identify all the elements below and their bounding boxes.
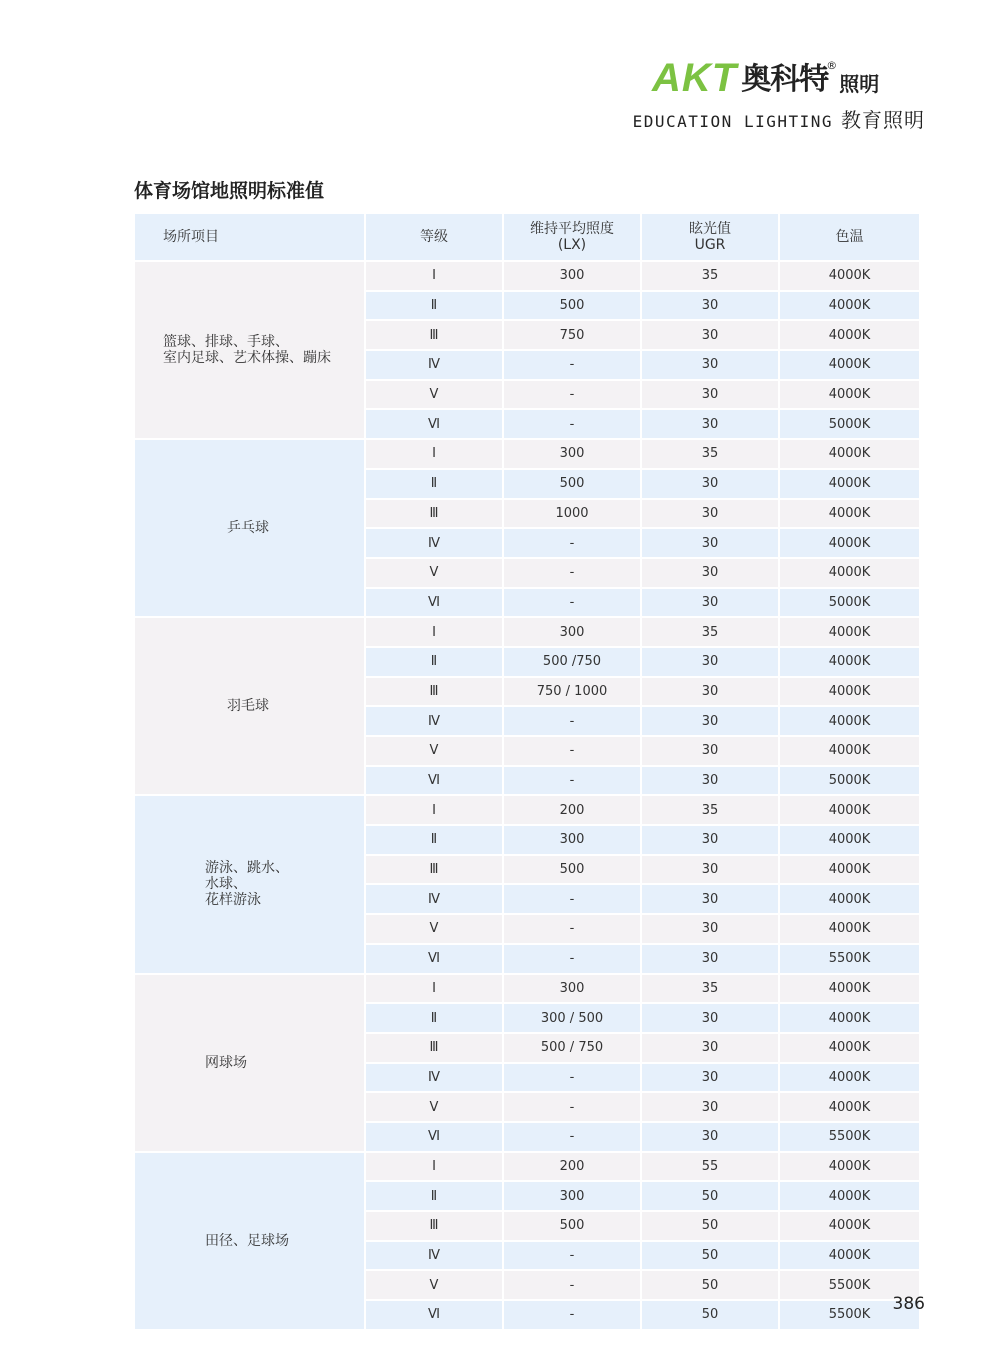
illuminance-cell: - bbox=[503, 409, 641, 439]
grade-cell: Ⅰ bbox=[365, 1152, 503, 1182]
glare-cell: 35 bbox=[641, 974, 779, 1004]
grade-cell: Ⅵ bbox=[365, 1300, 503, 1329]
color-temp-cell: 4000K bbox=[779, 320, 919, 350]
grade-cell: Ⅲ bbox=[365, 1033, 503, 1063]
glare-cell: 30 bbox=[641, 350, 779, 380]
glare-cell: 35 bbox=[641, 261, 779, 291]
color-temp-cell: 5500K bbox=[779, 1122, 919, 1152]
brand-logo-chinese: 奥科特 bbox=[741, 62, 829, 97]
header-grade: 等级 bbox=[365, 214, 503, 261]
table-row bbox=[135, 795, 919, 825]
color-temp-cell: 4000K bbox=[779, 914, 919, 944]
color-temp-cell: 4000K bbox=[779, 884, 919, 914]
header-glare-title: 眩光值 bbox=[689, 221, 731, 237]
color-temp-cell: 4000K bbox=[779, 1241, 919, 1271]
color-temp-cell: 5000K bbox=[779, 766, 919, 796]
glare-cell: 30 bbox=[641, 706, 779, 736]
header-illuminance-title: 维持平均照度 bbox=[530, 221, 614, 237]
illuminance-cell: 200 bbox=[503, 795, 641, 825]
venue-name-line: 游泳、跳水、 bbox=[205, 860, 289, 877]
venue-cell bbox=[135, 1152, 365, 1329]
grade-cell: Ⅳ bbox=[365, 350, 503, 380]
color-temp-cell: 4000K bbox=[779, 617, 919, 647]
venue-name-line: 羽毛球 bbox=[227, 698, 269, 715]
color-temp-cell: 4000K bbox=[779, 825, 919, 855]
table-row bbox=[135, 617, 919, 647]
illuminance-cell: 300 / 500 bbox=[503, 1003, 641, 1033]
illuminance-cell: - bbox=[503, 1270, 641, 1300]
grade-cell: Ⅳ bbox=[365, 1063, 503, 1093]
grade-cell: Ⅳ bbox=[365, 1241, 503, 1271]
glare-cell: 30 bbox=[641, 409, 779, 439]
grade-cell: Ⅵ bbox=[365, 1122, 503, 1152]
venue-cell bbox=[135, 974, 365, 1152]
grade-cell: Ⅰ bbox=[365, 974, 503, 1004]
brand-logo bbox=[652, 58, 879, 98]
color-temp-cell: 4000K bbox=[779, 736, 919, 766]
table-row bbox=[135, 974, 919, 1004]
color-temp-cell: 4000K bbox=[779, 558, 919, 588]
color-temp-cell: 4000K bbox=[779, 380, 919, 410]
grade-cell: Ⅱ bbox=[365, 825, 503, 855]
color-temp-cell: 4000K bbox=[779, 795, 919, 825]
color-temp-cell: 4000K bbox=[779, 1211, 919, 1241]
venue-cell bbox=[135, 795, 365, 973]
venue-name-line: 田径、足球场 bbox=[205, 1232, 289, 1249]
glare-cell: 50 bbox=[641, 1211, 779, 1241]
illuminance-cell: 300 bbox=[503, 439, 641, 469]
header-glare-unit: UGR bbox=[694, 237, 726, 253]
color-temp-cell: 4000K bbox=[779, 1092, 919, 1122]
glare-cell: 30 bbox=[641, 499, 779, 529]
venue-cell bbox=[135, 261, 365, 439]
illuminance-cell: - bbox=[503, 766, 641, 796]
header-illuminance bbox=[503, 214, 641, 261]
table-header-row bbox=[135, 214, 919, 261]
glare-cell: 30 bbox=[641, 291, 779, 321]
color-temp-cell: 4000K bbox=[779, 469, 919, 499]
venue-name-line: 网球场 bbox=[205, 1054, 247, 1071]
header-color-temp: 色温 bbox=[779, 214, 919, 261]
color-temp-cell: 4000K bbox=[779, 291, 919, 321]
registered-mark: ® bbox=[826, 59, 838, 72]
brand-logo-latin: AKT bbox=[652, 56, 738, 100]
glare-cell: 30 bbox=[641, 736, 779, 766]
grade-cell: Ⅰ bbox=[365, 617, 503, 647]
illuminance-cell: 500 bbox=[503, 1211, 641, 1241]
venue-group bbox=[135, 261, 919, 439]
lighting-standard-table bbox=[135, 214, 919, 1329]
illuminance-cell: - bbox=[503, 736, 641, 766]
color-temp-cell: 4000K bbox=[779, 677, 919, 707]
glare-cell: 30 bbox=[641, 855, 779, 885]
grade-cell: Ⅴ bbox=[365, 1092, 503, 1122]
color-temp-cell: 5000K bbox=[779, 409, 919, 439]
tagline bbox=[633, 104, 925, 133]
venue-group bbox=[135, 795, 919, 973]
color-temp-cell: 5500K bbox=[779, 1270, 919, 1300]
illuminance-cell: 200 bbox=[503, 1152, 641, 1182]
glare-cell: 30 bbox=[641, 380, 779, 410]
grade-cell: Ⅵ bbox=[365, 766, 503, 796]
color-temp-cell: 4000K bbox=[779, 350, 919, 380]
header-glare bbox=[641, 214, 779, 261]
illuminance-cell: - bbox=[503, 350, 641, 380]
color-temp-cell: 4000K bbox=[779, 528, 919, 558]
glare-cell: 50 bbox=[641, 1300, 779, 1329]
color-temp-cell: 4000K bbox=[779, 1063, 919, 1093]
grade-cell: Ⅵ bbox=[365, 409, 503, 439]
illuminance-cell: - bbox=[503, 1063, 641, 1093]
table-row bbox=[135, 261, 919, 291]
grade-cell: Ⅰ bbox=[365, 261, 503, 291]
table-row bbox=[135, 1152, 919, 1182]
illuminance-cell: - bbox=[503, 706, 641, 736]
grade-cell: Ⅴ bbox=[365, 380, 503, 410]
glare-cell: 30 bbox=[641, 1063, 779, 1093]
illuminance-cell: 300 bbox=[503, 1181, 641, 1211]
tagline-english: EDUCATION LIGHTING bbox=[632, 112, 833, 131]
glare-cell: 30 bbox=[641, 914, 779, 944]
color-temp-cell: 4000K bbox=[779, 261, 919, 291]
page-number: 386 bbox=[892, 1294, 925, 1314]
illuminance-cell: 300 bbox=[503, 617, 641, 647]
glare-cell: 30 bbox=[641, 469, 779, 499]
header-venue: 场所项目 bbox=[135, 214, 365, 261]
glare-cell: 30 bbox=[641, 588, 779, 618]
illuminance-cell: 500 bbox=[503, 291, 641, 321]
illuminance-cell: 500 bbox=[503, 855, 641, 885]
color-temp-cell: 4000K bbox=[779, 706, 919, 736]
tagline-chinese: 教育照明 bbox=[841, 108, 925, 132]
table-row bbox=[135, 439, 919, 469]
illuminance-cell: - bbox=[503, 914, 641, 944]
grade-cell: Ⅳ bbox=[365, 528, 503, 558]
grade-cell: Ⅵ bbox=[365, 944, 503, 974]
glare-cell: 30 bbox=[641, 320, 779, 350]
color-temp-cell: 4000K bbox=[779, 974, 919, 1004]
glare-cell: 30 bbox=[641, 1092, 779, 1122]
glare-cell: 30 bbox=[641, 647, 779, 677]
illuminance-cell: 750 bbox=[503, 320, 641, 350]
venue-group bbox=[135, 974, 919, 1152]
color-temp-cell: 4000K bbox=[779, 1152, 919, 1182]
color-temp-cell: 5000K bbox=[779, 588, 919, 618]
color-temp-cell: 4000K bbox=[779, 1003, 919, 1033]
illuminance-cell: - bbox=[503, 528, 641, 558]
glare-cell: 35 bbox=[641, 617, 779, 647]
glare-cell: 30 bbox=[641, 1122, 779, 1152]
glare-cell: 30 bbox=[641, 1003, 779, 1033]
venue-name-line: 水球、 bbox=[205, 876, 247, 893]
illuminance-cell: - bbox=[503, 884, 641, 914]
venue-name-line: 室内足球、艺术体操、蹦床 bbox=[163, 350, 331, 367]
grade-cell: Ⅱ bbox=[365, 469, 503, 499]
venue-group bbox=[135, 439, 919, 617]
page-title: 体育场馆地照明标准值 bbox=[134, 180, 325, 202]
glare-cell: 30 bbox=[641, 766, 779, 796]
illuminance-cell: - bbox=[503, 1300, 641, 1329]
grade-cell: Ⅱ bbox=[365, 647, 503, 677]
venue-cell bbox=[135, 617, 365, 795]
glare-cell: 50 bbox=[641, 1241, 779, 1271]
color-temp-cell: 4000K bbox=[779, 855, 919, 885]
illuminance-cell: - bbox=[503, 558, 641, 588]
color-temp-cell: 4000K bbox=[779, 1181, 919, 1211]
illuminance-cell: 1000 bbox=[503, 499, 641, 529]
illuminance-cell: - bbox=[503, 380, 641, 410]
brand-logo-sub: 照明 bbox=[839, 72, 880, 96]
color-temp-cell: 4000K bbox=[779, 1033, 919, 1063]
grade-cell: Ⅳ bbox=[365, 706, 503, 736]
color-temp-cell: 4000K bbox=[779, 439, 919, 469]
color-temp-cell: 4000K bbox=[779, 499, 919, 529]
grade-cell: Ⅴ bbox=[365, 558, 503, 588]
glare-cell: 30 bbox=[641, 528, 779, 558]
glare-cell: 30 bbox=[641, 825, 779, 855]
illuminance-cell: 500 /750 bbox=[503, 647, 641, 677]
glare-cell: 30 bbox=[641, 884, 779, 914]
illuminance-cell: 500 / 750 bbox=[503, 1033, 641, 1063]
color-temp-cell: 4000K bbox=[779, 647, 919, 677]
glare-cell: 55 bbox=[641, 1152, 779, 1182]
grade-cell: Ⅰ bbox=[365, 795, 503, 825]
venue-name-line: 乒乓球 bbox=[227, 520, 269, 537]
venue-name-line: 篮球、排球、手球、 bbox=[163, 334, 289, 351]
grade-cell: Ⅲ bbox=[365, 677, 503, 707]
glare-cell: 50 bbox=[641, 1181, 779, 1211]
venue-cell bbox=[135, 439, 365, 617]
illuminance-cell: - bbox=[503, 1122, 641, 1152]
glare-cell: 35 bbox=[641, 795, 779, 825]
grade-cell: Ⅳ bbox=[365, 884, 503, 914]
venue-group bbox=[135, 617, 919, 795]
grade-cell: Ⅲ bbox=[365, 855, 503, 885]
grade-cell: Ⅱ bbox=[365, 291, 503, 321]
illuminance-cell: 300 bbox=[503, 974, 641, 1004]
grade-cell: Ⅱ bbox=[365, 1003, 503, 1033]
illuminance-cell: 300 bbox=[503, 825, 641, 855]
illuminance-cell: - bbox=[503, 588, 641, 618]
venue-group bbox=[135, 1152, 919, 1329]
color-temp-cell: 5500K bbox=[779, 1300, 919, 1329]
grade-cell: Ⅵ bbox=[365, 588, 503, 618]
glare-cell: 30 bbox=[641, 558, 779, 588]
illuminance-cell: 300 bbox=[503, 261, 641, 291]
color-temp-cell: 5500K bbox=[779, 944, 919, 974]
glare-cell: 35 bbox=[641, 439, 779, 469]
illuminance-cell: 500 bbox=[503, 469, 641, 499]
grade-cell: Ⅲ bbox=[365, 499, 503, 529]
glare-cell: 30 bbox=[641, 1033, 779, 1063]
grade-cell: Ⅲ bbox=[365, 320, 503, 350]
glare-cell: 30 bbox=[641, 944, 779, 974]
illuminance-cell: 750 / 1000 bbox=[503, 677, 641, 707]
grade-cell: Ⅴ bbox=[365, 1270, 503, 1300]
grade-cell: Ⅴ bbox=[365, 914, 503, 944]
grade-cell: Ⅴ bbox=[365, 736, 503, 766]
illuminance-cell: - bbox=[503, 1241, 641, 1271]
illuminance-cell: - bbox=[503, 944, 641, 974]
grade-cell: Ⅱ bbox=[365, 1181, 503, 1211]
illuminance-cell: - bbox=[503, 1092, 641, 1122]
grade-cell: Ⅰ bbox=[365, 439, 503, 469]
header-illuminance-unit: (LX) bbox=[557, 237, 587, 253]
glare-cell: 50 bbox=[641, 1270, 779, 1300]
grade-cell: Ⅲ bbox=[365, 1211, 503, 1241]
venue-name-line: 花样游泳 bbox=[205, 892, 261, 909]
glare-cell: 30 bbox=[641, 677, 779, 707]
